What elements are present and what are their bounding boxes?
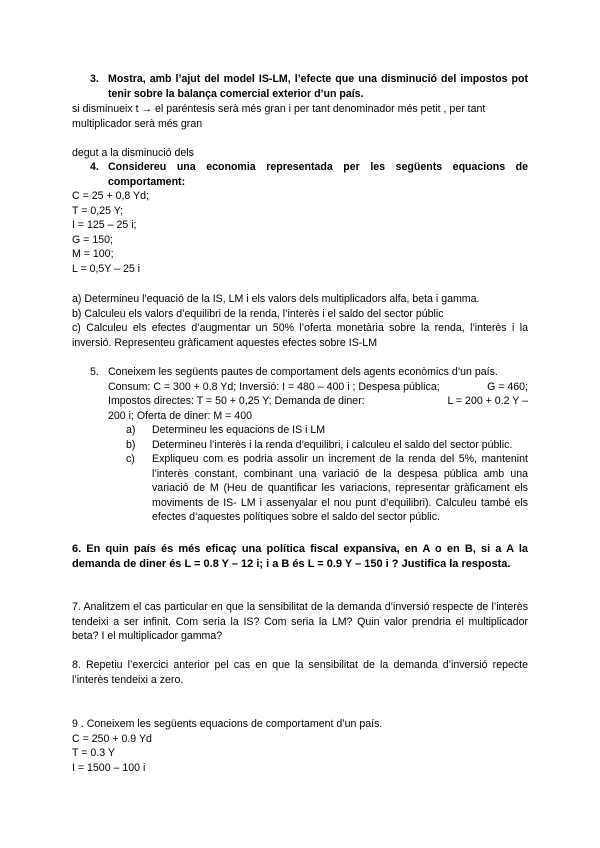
question-9 [72,717,528,775]
question-9-intro: 9 . Coneixem les següents equacions de comportament d’un país. [72,718,383,730]
equation: I = 125 – 25 i; [72,219,137,231]
equation: L = 0,5Y – 25 i [72,262,141,275]
question-6: 6. En quin país és més eficaç una política fiscal expansiva, en A o en B, si a A la demanda de diner és L = 0.8 Y – 12 i; i a B és L = 0.9 Y – 150 i ? Justifica la resposta. [72,543,528,570]
equation: G = 150; [72,233,113,246]
answer-line-1: si disminueix t → el paréntesis serà més gran i per tant denominador més petit , per tant [72,103,486,115]
question-5-part-c: c) Expliqueu com es podria assolir un increment de la renda del 5%, mantenint l’interès constant, combinant una variació de la despesa pública amb una variació de M (Heu de quantificar les variacions, representar gràficament els moviments de IS- LM i assenyalar el nou punt d’equilibri). Calculeu també els efectes d’aquestes polítiques sobre el saldo del sector públic. [126,453,528,523]
equation: I = 1500 – 100 i [72,761,146,774]
question-4 [90,160,528,189]
question-4-part-c: c) Calculeu els efectes d’augmentar un 50% l’oferta monetària sobre la renda, l’interès i la inversió. Representeu gràficament aquestes efectes sobre IS-LM [72,322,528,349]
question-5-part-a: a) Determineu les equacions de IS i LM [126,424,326,436]
question-5 [90,365,528,525]
question-4-text: Considereu una economia representada per les següents equacions de comportament: [108,161,528,188]
question-4-parts [72,292,528,350]
question-4-part-a: a) Determineu l’equació de la IS, LM i els valors dels multiplicadors alfa, beta i gamma. [72,293,480,305]
equation: T = 0,25 Y; [72,204,124,217]
question-4-part-b: b) Calculeu els valors d’equilibri de la renda, l’interès i el saldo del sector públic [72,307,444,320]
answer-line-3: degut a la disminució dels [72,147,194,159]
question-3-text: Mostra, amb l’ajut del model IS-LM, l’efecte que una disminució del impostos pot tenir sobre la balança comercial exterior d’un país. [108,73,528,100]
equation: C = 25 + 0,8 Yd; [72,190,149,202]
answer-line-2: multiplicador serà més gran [72,117,203,130]
question-5-line-2a: Consum: C = 300 + 0.8 Yd; Inversió: I = 480 – 400 i ; Despesa pública; [108,380,440,393]
question-5-intro: Coneixem les següents pautes de comportament dels agents econòmics d’un país. [108,366,498,378]
question-3-number: 3. [90,73,99,85]
question-8: 8. Repetiu l’exercici anterior pel cas en que la sensibilitat de la demanda d’inversió repecte l’interès tendeixi a zero. [72,659,528,686]
question-5-line-3b: L = 200 + 0.2 Y – [447,395,528,407]
equation: M = 100; [72,248,114,260]
question-5-line-3a: Impostos directes: T = 50 + 0,25 Y; Demanda de diner: [108,395,365,407]
equation: C = 250 + 0.9 Yd [72,732,152,745]
question-3 [90,72,528,101]
question-5-line-4: 200 i; Oferta de diner: M = 400 [108,409,252,422]
question-5-part-b: b) Determineu l’interès i la renda d’equilibri, i calculeu el saldo del sector públic. [126,438,513,451]
question-7: 7. Analitzem el cas particular en que la sensibilitat de la demanda d’inversió respecte de l’interès tendeixi a ser infinit. Com seria la IS? Com seria la LM? Quin valor prendria el multiplicador beta? I el multiplicador gamma? [72,601,528,642]
question-4-number: 4. [90,161,99,173]
question-5-line-2b: G = 460; [487,380,528,393]
equation: T = 0.3 Y [72,747,115,759]
question-4-equations [72,189,528,276]
question-5-number: 5. [90,366,99,378]
question-3-answer [72,102,528,131]
